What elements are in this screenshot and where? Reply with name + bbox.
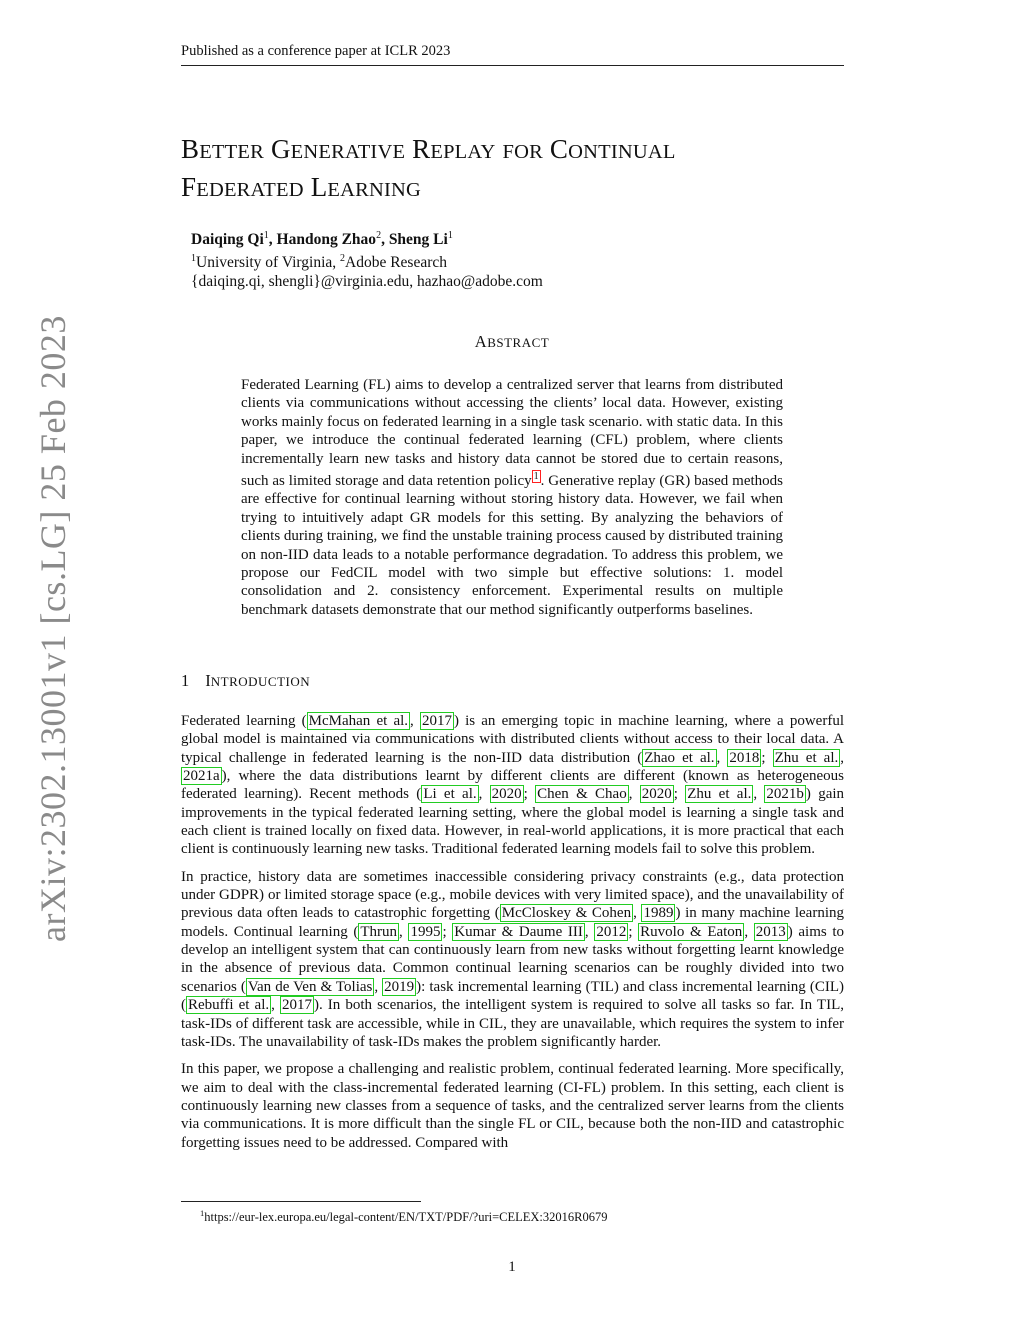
affiliation: University of Virginia, — [196, 254, 341, 272]
paragraph-text: ; — [673, 786, 686, 803]
paragraph-text: ) gain improvements in the typical federated learning setting, where the global model is learning a single task and each client is trained locally on fixed data. However, in real-world applications, it is more practical that each client is continuously learning new tasks. Traditional federated learning models fail to solve this problem. — [181, 786, 845, 858]
paragraph-text: ; — [442, 923, 453, 940]
paragraph-text: In this paper, we propose a challenging and realistic problem, continual federated learning. More specifically, we aim to deal with the class-incremental federated learning (CI-FL) problem. In this setting, each client is continuously learning new classes from a sequence of tasks, and the centralized server learns from the clients via communications. It is more difficult than the single FL or CIL, because both the non-IID and catastrophic forgetting issues need to be addressed. Compared with — [181, 1061, 844, 1151]
footnote-link[interactable]: 1 — [533, 471, 539, 483]
citation-link[interactable]: Li et al. — [423, 786, 477, 803]
running-header: Published as a conference paper at ICLR 2023 — [181, 43, 844, 66]
paragraph — [181, 1060, 844, 1152]
paragraph-text: , — [374, 978, 383, 995]
citation-link[interactable]: 2021a — [183, 768, 220, 785]
author-emails: {daiqing.qi, shengli}@virginia.edu, hazhao@adobe.com — [191, 273, 543, 291]
paragraph-text: , — [840, 749, 844, 766]
page-number: 1 — [508, 1259, 516, 1275]
title-word: CONTINUAL — [549, 134, 676, 164]
paper-title — [181, 132, 844, 208]
author-name: Daiqing Qi — [191, 231, 264, 249]
author-name: Handong Zhao — [276, 231, 377, 249]
citation-link[interactable]: 2013 — [755, 923, 786, 940]
paragraph-text: ; — [523, 786, 536, 803]
abstract-text: Federated Learning (FL) aims to develop a centralized server that learns from distributed clients via communications without accessing the clients’ local data. However, existing works mainly focus on federated learning in a single task scenario. with static data. In this paper, we introduce the continual federated learning (CFL) problem, where clients incrementally learn new tasks and history data cannot be stored due to certain reasons, such as limited storage and data retention policy $^1$ . Generative replay (GR) based methods are effective for continual learning without storing history data. However, we fail when trying to intuitively adapt GR models for this setting. By analyzing the behaviors of clients during training, we find the unstable training process caused by distributed training on non-IID data leads to a notable performance degradation. To address this problem, we propose our FedCIL model with two simple but effective solutions: 1. model consolidation and 2. consistency enforcement. Experimental results on multiple benchmark datasets demonstrate that our method significantly outperforms baselines. — [241, 377, 783, 618]
author-block — [191, 226, 543, 291]
citation-link[interactable]: 1989 — [643, 905, 674, 922]
affiliation: Adobe Research — [345, 254, 448, 272]
author-name: Sheng Li — [388, 231, 448, 249]
citation-link[interactable]: 1995 — [410, 923, 441, 940]
citation-link[interactable]: 2012 — [596, 923, 627, 940]
paragraph-text: , — [716, 749, 728, 766]
paragraph-text: , — [584, 923, 595, 940]
footnote-url[interactable]: https://eur-lex.europa.eu/legal-content/EN/TXT/PDF/?uri=CELEX:32016R0679 — [204, 1210, 608, 1225]
paragraph-text: , — [410, 713, 420, 729]
paragraph-text: , — [628, 786, 640, 803]
footnote-divider — [181, 1201, 421, 1202]
citation-link[interactable]: McMahan et al. — [308, 713, 409, 729]
paragraph-text: ) aims to develop an intelligent system that can continuously learn from new tasks without forgetting learnt knowledge in the absence of previous data. Common continual learning scenarios can be roughly divided into two scenarios ( — [181, 923, 845, 995]
author-affiliations: $^1$University of Virginia, $^2$Adobe Research — [191, 253, 448, 272]
paragraph-text: , — [478, 786, 490, 803]
paragraph-text: ) is an emerging topic in machine learning, where a powerful global model is maintained via communications with distributed clients without access to their local data. A typical challenge in federated learning is the non-IID data distribution ( — [181, 713, 844, 766]
title-word: BETTER — [181, 134, 264, 164]
title-line-1 — [181, 132, 844, 170]
paragraph — [181, 712, 844, 859]
citation-link[interactable]: Van de Ven & Tolias — [247, 978, 373, 995]
citation-link[interactable]: McCloskey & Cohen — [501, 905, 632, 922]
citation-link[interactable]: Zhu et al. — [687, 786, 752, 803]
citation-link[interactable]: Thrun — [360, 923, 398, 940]
citation-link[interactable]: Chen & Chao — [537, 786, 627, 803]
paragraph-text: , — [633, 905, 642, 922]
citation-link[interactable]: 2020 — [491, 786, 522, 803]
section-heading-introduction: 1 INTRODUCTION — [181, 671, 311, 690]
body-text — [181, 712, 844, 1161]
title-word: LEARNING — [310, 172, 422, 202]
paragraph-text: Federated learning ( — [181, 713, 307, 729]
paragraph-text: ), where the data distributions learnt by different clients are different (known as heterogeneous federated learning). Recent methods ( — [181, 768, 844, 803]
paragraph — [181, 868, 844, 1051]
title-word: FOR — [502, 141, 543, 163]
paragraph-text: ) in many machine learning models. Continual learning ( — [181, 905, 844, 940]
citation-link[interactable]: 2017 — [281, 997, 312, 1014]
citation-link[interactable]: 2019 — [384, 978, 415, 995]
paragraph-text: ; — [761, 749, 773, 766]
author-names: Daiqing Qi$^1$, Handong Zhao$^2$, Sheng Li$^1$ — [191, 230, 453, 249]
abstract-heading: ABSTRACT — [474, 332, 550, 351]
paragraph-text: , — [399, 923, 409, 940]
paragraph-text: ). In both scenarios, the intelligent system is required to solve all tasks so far. In TIL, task-IDs of different task are accessible, while in CIL, they are unavailable, which requires the system to infer task-IDs. The unavailability of task-IDs makes the problem significantly harder. — [181, 997, 845, 1050]
citation-link[interactable]: Kumar & Daume III — [454, 923, 583, 940]
title-word: REPLAY — [412, 134, 496, 164]
footnote: $^1$https://eur-lex.europa.eu/legal-content/EN/TXT/PDF/?uri=CELEX:32016R0679 — [200, 1208, 608, 1225]
citation-link[interactable]: 2020 — [641, 786, 672, 803]
citation-link[interactable]: Zhao et al. — [644, 749, 715, 766]
title-word: GENERATIVE — [270, 134, 406, 164]
citation-link[interactable]: Zhu et al. — [774, 749, 839, 766]
paragraph-text: , — [271, 997, 280, 1014]
paragraph-text: , — [744, 923, 754, 940]
arxiv-stamp: arXiv:2302.13001v1 [cs.LG] 25 Feb 2023 — [33, 315, 73, 942]
citation-link[interactable]: Ruvolo & Eaton — [640, 923, 743, 940]
citation-link[interactable]: Rebuffi et al. — [188, 997, 270, 1014]
paragraph-text: In practice, history data are sometimes inaccessible considering privacy constraints (e.g., data protection under GDPR) or limited storage space (e.g., mobile devices with very limited space), and the unavailability of previous data often leads to catastrophic forgetting ( — [181, 868, 844, 922]
citation-link[interactable]: 2021b — [766, 786, 804, 803]
title-line-2 — [181, 170, 844, 208]
paragraph-text: , — [753, 786, 765, 803]
paragraph-text: ; — [628, 923, 639, 940]
citation-link[interactable]: 2017 — [421, 713, 452, 729]
paragraph-text: ): task incremental learning (TIL) and class incremental learning (CIL) ( — [181, 978, 844, 1014]
title-word: FEDERATED — [181, 172, 304, 202]
citation-link[interactable]: 2018 — [729, 749, 760, 766]
